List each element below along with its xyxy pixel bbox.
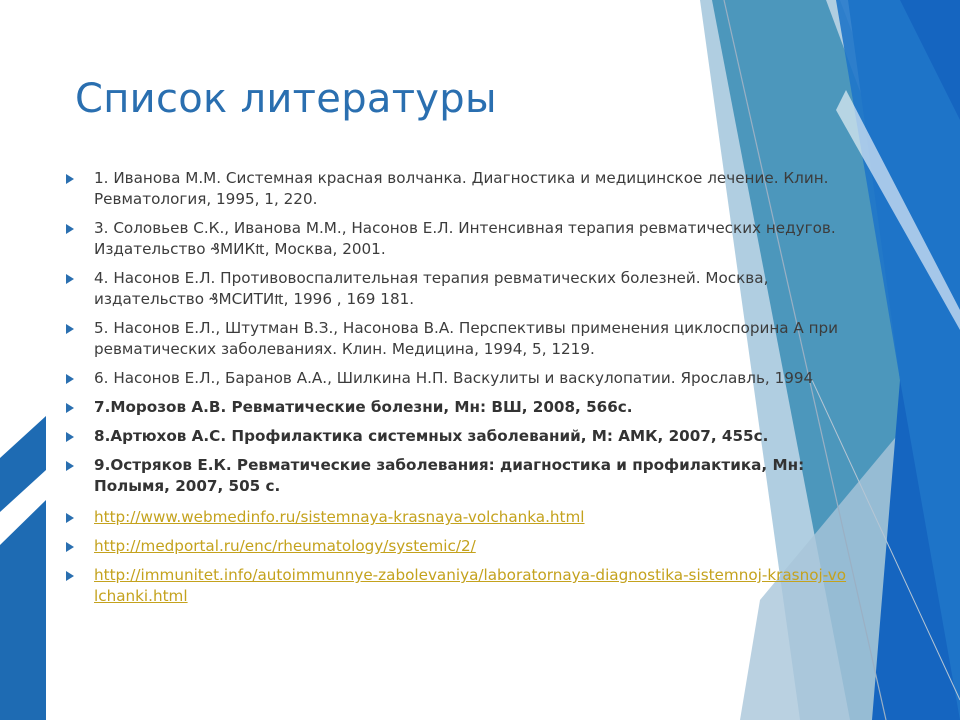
bullet-arrow-icon (66, 403, 74, 413)
reference-link-item (66, 565, 848, 607)
bullet-arrow-icon (66, 324, 74, 334)
bullet-arrow-icon (66, 432, 74, 442)
reference-text: 3. Соловьев С.К., Иванова М.М., Насонов Е.Л. Интенсивная терапия ревматических недугов. Издательство ₰МИК₶, Москва, 2001. (94, 219, 836, 258)
reference-text: 8.Артюхов А.С. Профилактика системных заболеваний, М: АМК, 2007, 455с. (94, 427, 769, 445)
reference-text: 9.Остряков Е.К. Ревматические заболевания: диагностика и профилактика, Мн: Полымя, 2007, 505 с. (94, 456, 805, 495)
reference-item (66, 397, 848, 418)
reference-text: 4. Насонов Е.Л. Противовоспалительная терапия ревматических болезней. Москва, издательство ₰МСИТИ₶, 1996 , 169 181. (94, 269, 769, 308)
bullet-arrow-icon (66, 274, 74, 284)
reference-item (66, 168, 848, 210)
bullet-arrow-icon (66, 461, 74, 471)
bullet-arrow-icon (66, 542, 74, 552)
left-blue-strip (0, 416, 46, 720)
reference-link-item (66, 536, 848, 557)
reference-text: 5. Насонов Е.Л., Штутман В.З., Насонова В.А. Перспективы применения циклоспорина А при ревматических заболеваниях. Клин. Медицина, 1994, 5, 1219. (94, 319, 839, 358)
reference-list (66, 168, 848, 607)
reference-item (66, 455, 848, 497)
slide-title: Список литературы (75, 76, 497, 122)
reference-link[interactable]: http://medportal.ru/enc/rheumatology/systemic/2/ (94, 537, 476, 555)
reference-item (66, 368, 848, 389)
reference-text: 6. Насонов Е.Л., Баранов А.А., Шилкина Н.П. Васкулиты и васкулопатии. Ярославль, 1994 (94, 369, 814, 387)
bullet-arrow-icon (66, 174, 74, 184)
bullet-arrow-icon (66, 571, 74, 581)
reference-link[interactable]: http://immunitet.info/autoimmunnye-zabolevaniya/laboratornaya-diagnostika-sistemnoj-krasnoj-volchanki.html (94, 566, 847, 605)
reference-item (66, 426, 848, 447)
bullet-arrow-icon (66, 374, 74, 384)
bullet-arrow-icon (66, 224, 74, 234)
reference-item (66, 318, 848, 360)
bullet-arrow-icon (66, 513, 74, 523)
reference-item (66, 218, 848, 260)
reference-link-item (66, 507, 848, 528)
reference-text: 7.Морозов А.В. Ревматические болезни, Мн: ВШ, 2008, 566с. (94, 398, 633, 416)
reference-item (66, 268, 848, 310)
reference-text: 1. Иванова М.М. Системная красная волчанка. Диагностика и медицинское лечение. Клин. Ревматология, 1995, 1, 220. (94, 169, 829, 208)
reference-link[interactable]: http://www.webmedinfo.ru/sistemnaya-krasnaya-volchanka.html (94, 508, 585, 526)
